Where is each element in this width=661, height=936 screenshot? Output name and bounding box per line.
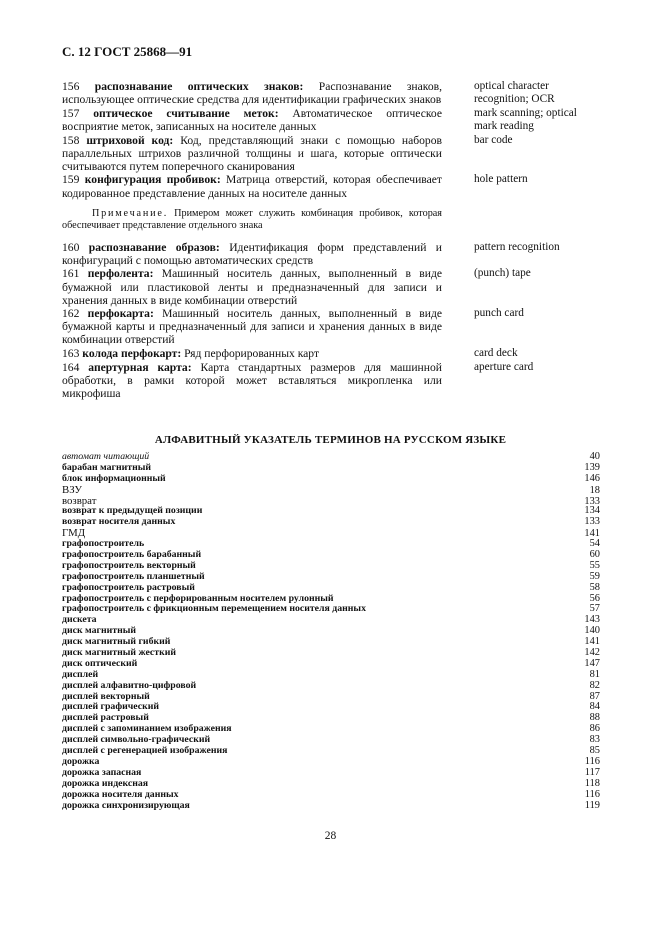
index-number: 57 [589,603,600,615]
index-number: 142 [584,647,600,659]
index-entry [62,583,600,594]
index-number: 86 [589,723,600,735]
index-number: 141 [584,636,600,648]
index-term: дисплей с запоминанием изображения [62,723,232,735]
index-number: 56 [589,592,600,604]
index-number: 143 [584,614,600,626]
index-number: 40 [589,451,600,462]
index-term: блок информационный [62,472,166,484]
term-name: распознавание оптических знаков: [94,80,304,93]
index-number: 141 [584,528,600,540]
term-entry [62,173,602,199]
index-term: дисплей алфавитно-цифровой [62,679,197,691]
term-name: перфокарта: [87,307,154,321]
term-number: 158 [62,133,80,147]
term-name: штриховой код: [86,133,174,147]
index-term: дисплей графический [62,701,160,713]
index-entry [62,801,600,812]
index-entry [62,779,600,790]
index-term: диск оптический [62,657,138,669]
index-term: графопостроитель растровый [62,581,195,593]
index-term: возврат носителя данных [62,516,176,528]
term-entry [62,267,602,306]
index-number: 133 [584,516,600,528]
term-number: 160 [62,240,80,254]
term-definition: Код, представляющий знаки с помощью наборов параллельных штрихов различной толщины и шага, которые оптически считываются путем поперечного сканирования [62,133,443,173]
index-number: 139 [584,461,600,473]
index-term: барабан магнитный [62,461,152,473]
index-number: 60 [589,549,600,561]
index-term: графопостроитель векторный [62,559,196,571]
index-number: 84 [589,701,600,713]
index-number: 82 [589,679,600,691]
index-term: возврат [62,494,97,507]
index-term: дорожка синхронизирующая [62,799,190,811]
index-term: графопостроитель планшетный [62,570,205,582]
index-number: 134 [584,505,600,517]
term-name: колода перфокарт: [82,347,182,361]
index-term: дорожка запасная [62,766,142,778]
term-definition: Машинный носитель данных, выполненный в виде бумажной карты и предназначенный для записи и хранения данных в виде комбинации отверстий [62,307,442,347]
index-term: диск магнитный жесткий [62,647,177,659]
index-number: 87 [589,690,600,702]
index-entry [62,757,600,768]
index-term: дискета [62,614,97,626]
term-english: mark scanning; optical mark reading [474,106,577,132]
index-term: дорожка индексная [62,777,149,789]
term-name: оптическое считывание меток: [93,106,279,120]
index-entry [62,659,600,670]
index-term: графопостроитель [62,538,145,550]
term-english: (punch) tape [474,267,531,280]
index-entry [62,517,600,528]
alphabetical-index [62,452,600,811]
index-number: 117 [584,766,600,778]
index-title: АЛФАВИТНЫЙ УКАЗАТЕЛЬ ТЕРМИНОВ НА РУССКОМ ЯЗЫКЕ [154,434,507,446]
index-number: 85 [589,745,600,757]
term-english: card deck [474,347,518,360]
index-term: дисплей растровый [62,712,149,724]
index-term: дисплей символьно-графический [62,734,211,746]
term-number: 157 [62,106,80,120]
index-entry [62,604,600,615]
index-term: дисплей [62,668,99,680]
index-number: 88 [589,712,600,724]
index-number: 55 [589,559,600,571]
term-entry [62,361,602,400]
note-text: Примером может служить комбинация пробивок, которая обеспечивает представление отдельного знака [62,207,442,232]
index-entry [62,615,600,626]
index-entry [62,681,600,692]
index-term: автомат читающий [62,451,150,462]
index-term: ВЗУ [62,483,82,496]
term-number: 156 [62,80,80,93]
index-term: возврат к предыдущей позиции [62,505,203,517]
term-english: aperture card [474,360,534,373]
index-term: ГМД [62,527,86,540]
index-number: 18 [589,484,600,496]
index-number: 119 [584,799,600,811]
term-name: перфолента: [87,267,154,281]
index-number: 116 [584,788,600,800]
index-number: 54 [589,538,600,550]
term-definition: Автоматическое оптическое восприятие меток, записанных на носителе данных [62,106,443,133]
term-english: pattern recognition [474,240,560,253]
term-number: 159 [62,173,80,187]
index-term: дорожка носителя данных [62,788,179,800]
index-number: 116 [584,755,600,767]
note-label: Примечание. [92,207,169,219]
index-term: диск магнитный [62,625,137,637]
term-definition: Матрица отверстий, которая обеспечивает кодированное представление данных на носителе данных [62,173,442,200]
index-entry [62,648,600,659]
index-number: 147 [584,657,600,669]
index-entry [62,474,600,485]
term-entry [62,107,602,133]
index-entry [62,790,600,801]
term-definition: Машинный носитель данных, выполненный в виде бумажной или пластиковой ленты и предназначенный для записи и хранения данных в виде комбинации отверстий [62,267,442,307]
index-term: диск магнитный гибкий [62,636,171,648]
index-term: графопостроитель с фрикционным перемещением носителя данных [62,603,366,615]
term-name: апертурная карта: [88,360,192,374]
index-number: 133 [584,495,600,507]
index-number: 118 [584,777,600,789]
index-entry [62,485,600,496]
term-english: punch card [474,307,524,320]
term-number: 161 [62,267,80,281]
term-definition: Карта стандартных размеров для машинной обработки, в рамки которой может вставляться микропленка или микрофиша [62,360,442,401]
index-term: графопостроитель барабанный [62,549,202,561]
term-definition: Ряд перфорированных карт [184,347,320,361]
index-number: 58 [589,581,600,593]
term-entry [62,80,602,106]
term-number: 163 [62,347,80,361]
terms-section [62,80,602,401]
index-number: 146 [584,472,600,484]
term-number: 162 [62,307,80,321]
index-number: 140 [584,625,600,637]
note [62,208,442,233]
index-term: дорожка [62,755,100,767]
page-header: С. 12 ГОСТ 25868—91 [62,44,193,59]
index-number: 83 [589,734,600,746]
term-number: 164 [62,360,80,374]
term-english: hole pattern [474,173,528,186]
term-definition: Идентификация форм представлений и конфигураций с помощью автоматических средств [62,240,443,267]
term-definition: Распознавание знаков, использующее оптические средства для идентификации графических знаков [62,80,442,107]
index-term: графопостроитель с перфорированным носителем рулонный [62,592,334,604]
index-number: 81 [589,668,600,680]
index-number: 59 [589,570,600,582]
index-term: дисплей с регенерацией изображения [62,745,228,757]
term-entry [62,134,602,173]
term-entry [62,347,602,360]
index-term: дисплей векторный [62,690,150,702]
term-entry [62,241,602,267]
page-number: 28 [324,830,337,842]
term-english: bar code [474,133,513,146]
term-english: optical character recognition; OCR [474,80,555,106]
term-name: конфигурация пробивок: [84,173,221,187]
index-entry [62,746,600,757]
term-name: распознавание образов: [88,240,220,254]
term-entry [62,307,602,346]
